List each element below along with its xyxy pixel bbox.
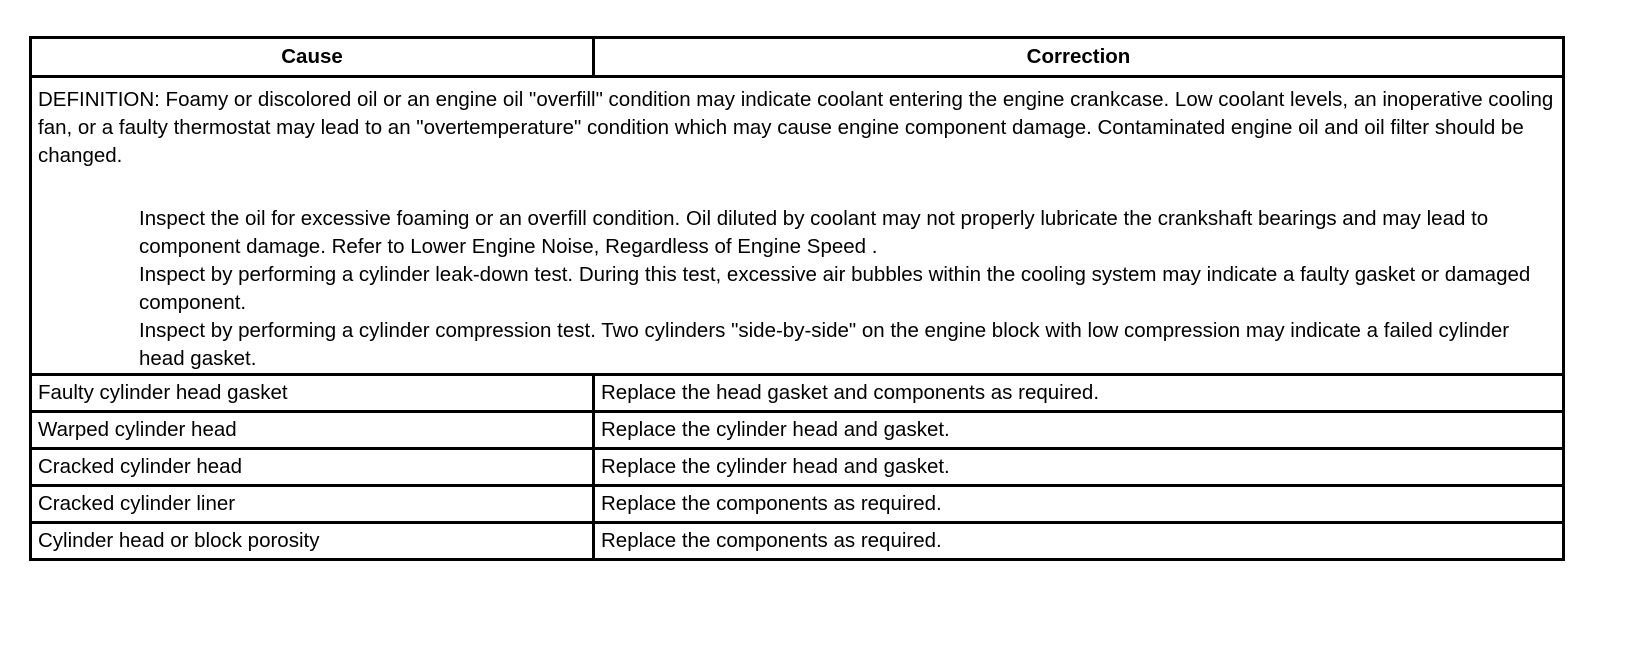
definition-row — [31, 77, 1564, 375]
cause-column-header: Cause — [31, 38, 594, 77]
diagnostic-table — [29, 36, 1565, 561]
inspection-step: Inspect the oil for excessive foaming or an overfill condition. Oil diluted by coolant may not properly lubricate the crankshaft bearings and may lead to component damage. Refer to Lower Engine Noise, Regardless of Engine Speed . — [139, 207, 1489, 258]
table-row — [31, 375, 1564, 412]
inspection-step: Inspect by performing a cylinder compression test. Two cylinders "side-by-side" on the engine block with low compression may indicate a failed cylinder head gasket. — [139, 319, 1510, 370]
table-header-row — [31, 38, 1564, 77]
cause-cell: Cylinder head or block porosity — [31, 523, 594, 560]
inspection-step: Inspect by performing a cylinder leak-down test. During this test, excessive air bubbles within the cooling system may indicate a faulty gasket or damaged component. — [139, 263, 1531, 314]
correction-cell: Replace the head gasket and components as required. — [594, 375, 1564, 412]
table-row — [31, 486, 1564, 523]
correction-column-header: Correction — [594, 38, 1564, 77]
cause-cell: Faulty cylinder head gasket — [31, 375, 594, 412]
definition-text: DEFINITION: Foamy or discolored oil or an engine oil "overfill" condition may indicate coolant entering the engine crankcase. Low coolant levels, an inoperative cooling fan, or a faulty thermostat may lead to an "overtemperature" condition which may cause engine component damage. Contaminated engine oil and oil filter should be changed. — [38, 88, 1554, 167]
cause-cell: Cracked cylinder head — [31, 449, 594, 486]
inspection-steps — [38, 205, 1556, 373]
correction-cell: Replace the cylinder head and gasket. — [594, 449, 1564, 486]
table-row — [31, 449, 1564, 486]
table-row — [31, 412, 1564, 449]
correction-cell: Replace the cylinder head and gasket. — [594, 412, 1564, 449]
correction-cell: Replace the components as required. — [594, 523, 1564, 560]
cause-cell: Cracked cylinder liner — [31, 486, 594, 523]
table-row — [31, 523, 1564, 560]
definition-cell — [31, 77, 1564, 375]
correction-cell: Replace the components as required. — [594, 486, 1564, 523]
cause-cell: Warped cylinder head — [31, 412, 594, 449]
